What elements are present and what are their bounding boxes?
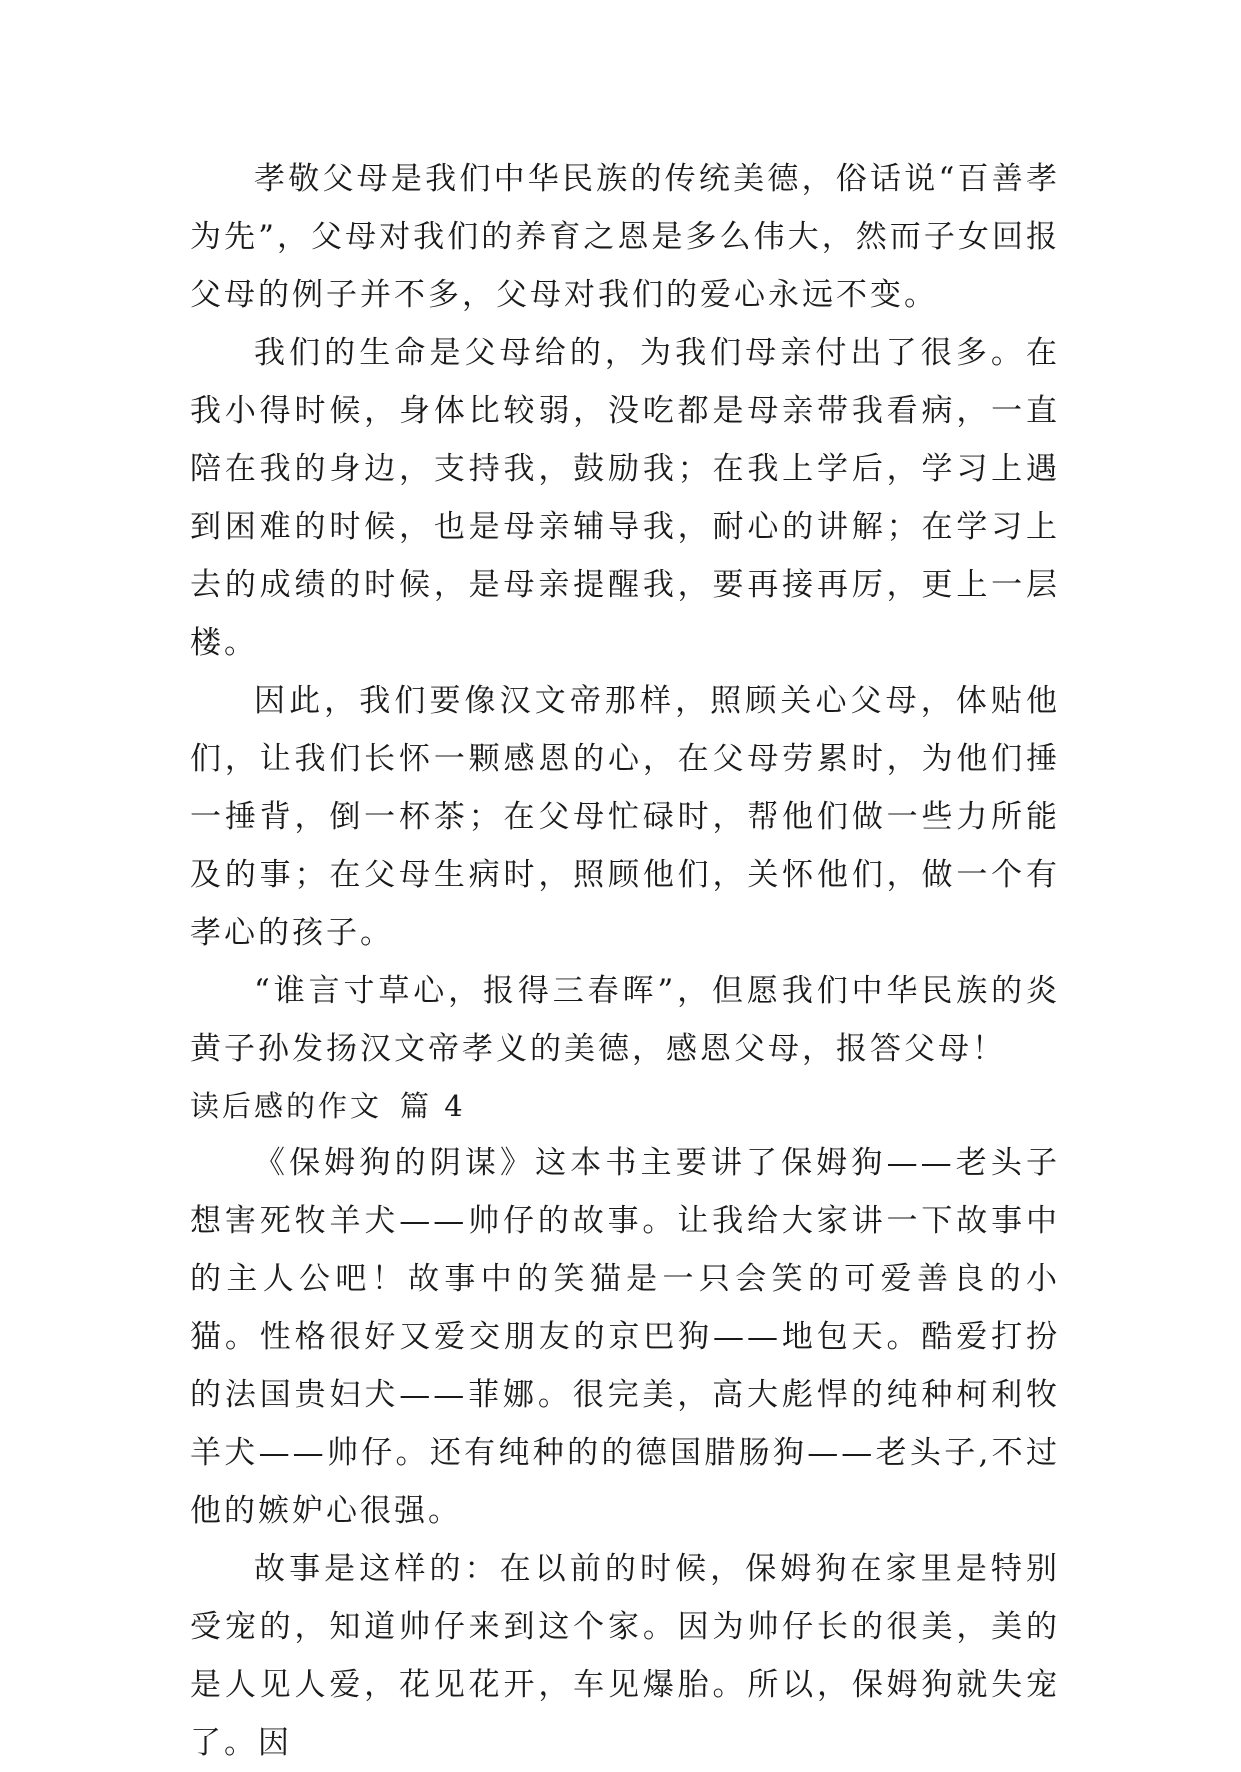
document-body xyxy=(190,150,1060,1772)
section-heading-number: 篇 4 xyxy=(400,1089,466,1123)
paragraph-book-intro: 《保姆狗的阴谋》这本书主要讲了保姆狗——老头子想害死牧羊犬——帅仔的故事。让我给大家讲一下故事中的主人公吧！故事中的笑猫是一只会笑的可爱善良的小猫。性格很好又爱交朋友的京巴狗——地包天。酷爱打扮的法国贵妇犬——菲娜。很完美，高大彪悍的纯种柯利牧羊犬——帅仔。还有纯种的的德国腊肠狗——老头子,不过他的嫉妒心很强。 xyxy=(190,1145,1060,1529)
paragraph-gratitude: 因此，我们要像汉文帝那样，照顾关心父母，体贴他们，让我们长怀一颗感恩的心，在父母劳累时，为他们捶一捶背，倒一杯茶；在父母忙碌时，帮他们做一些力所能及的事；在父母生病时，照顾他们，关怀他们，做一个有孝心的孩子。 xyxy=(190,683,1060,951)
paragraph-mother-care: 我们的生命是父母给的，为我们母亲付出了很多。在我小得时候，身体比较弱，没吃都是母亲带我看病，一直陪在我的身边，支持我，鼓励我；在我上学后，学习上遇到困难的时候，也是母亲辅导我，耐心的讲解；在学习上去的成绩的时候，是母亲提醒我，要再接再厉，更上一层楼。 xyxy=(190,335,1060,661)
paragraph-story-start: 故事是这样的：在以前的时候，保姆狗在家里是特别受宠的，知道帅仔来到这个家。因为帅仔长的很美，美的是人见人爱，花见花开，车见爆胎。所以，保姆狗就失宠了。因 xyxy=(190,1551,1060,1761)
section-heading-title: 读后感的作文 xyxy=(190,1089,383,1123)
section-heading xyxy=(190,1078,1060,1134)
paragraph-filial-piety-intro: 孝敬父母是我们中华民族的传统美德，俗话说“百善孝为先”，父母对我们的养育之恩是多么伟大，然而子女回报父母的例子并不多，父母对我们的爱心永远不变。 xyxy=(190,161,1060,313)
paragraph-closing-poem: “谁言寸草心，报得三春晖”，但愿我们中华民族的炎黄子孙发扬汉文帝孝义的美德，感恩父母，报答父母！ xyxy=(190,973,1060,1067)
